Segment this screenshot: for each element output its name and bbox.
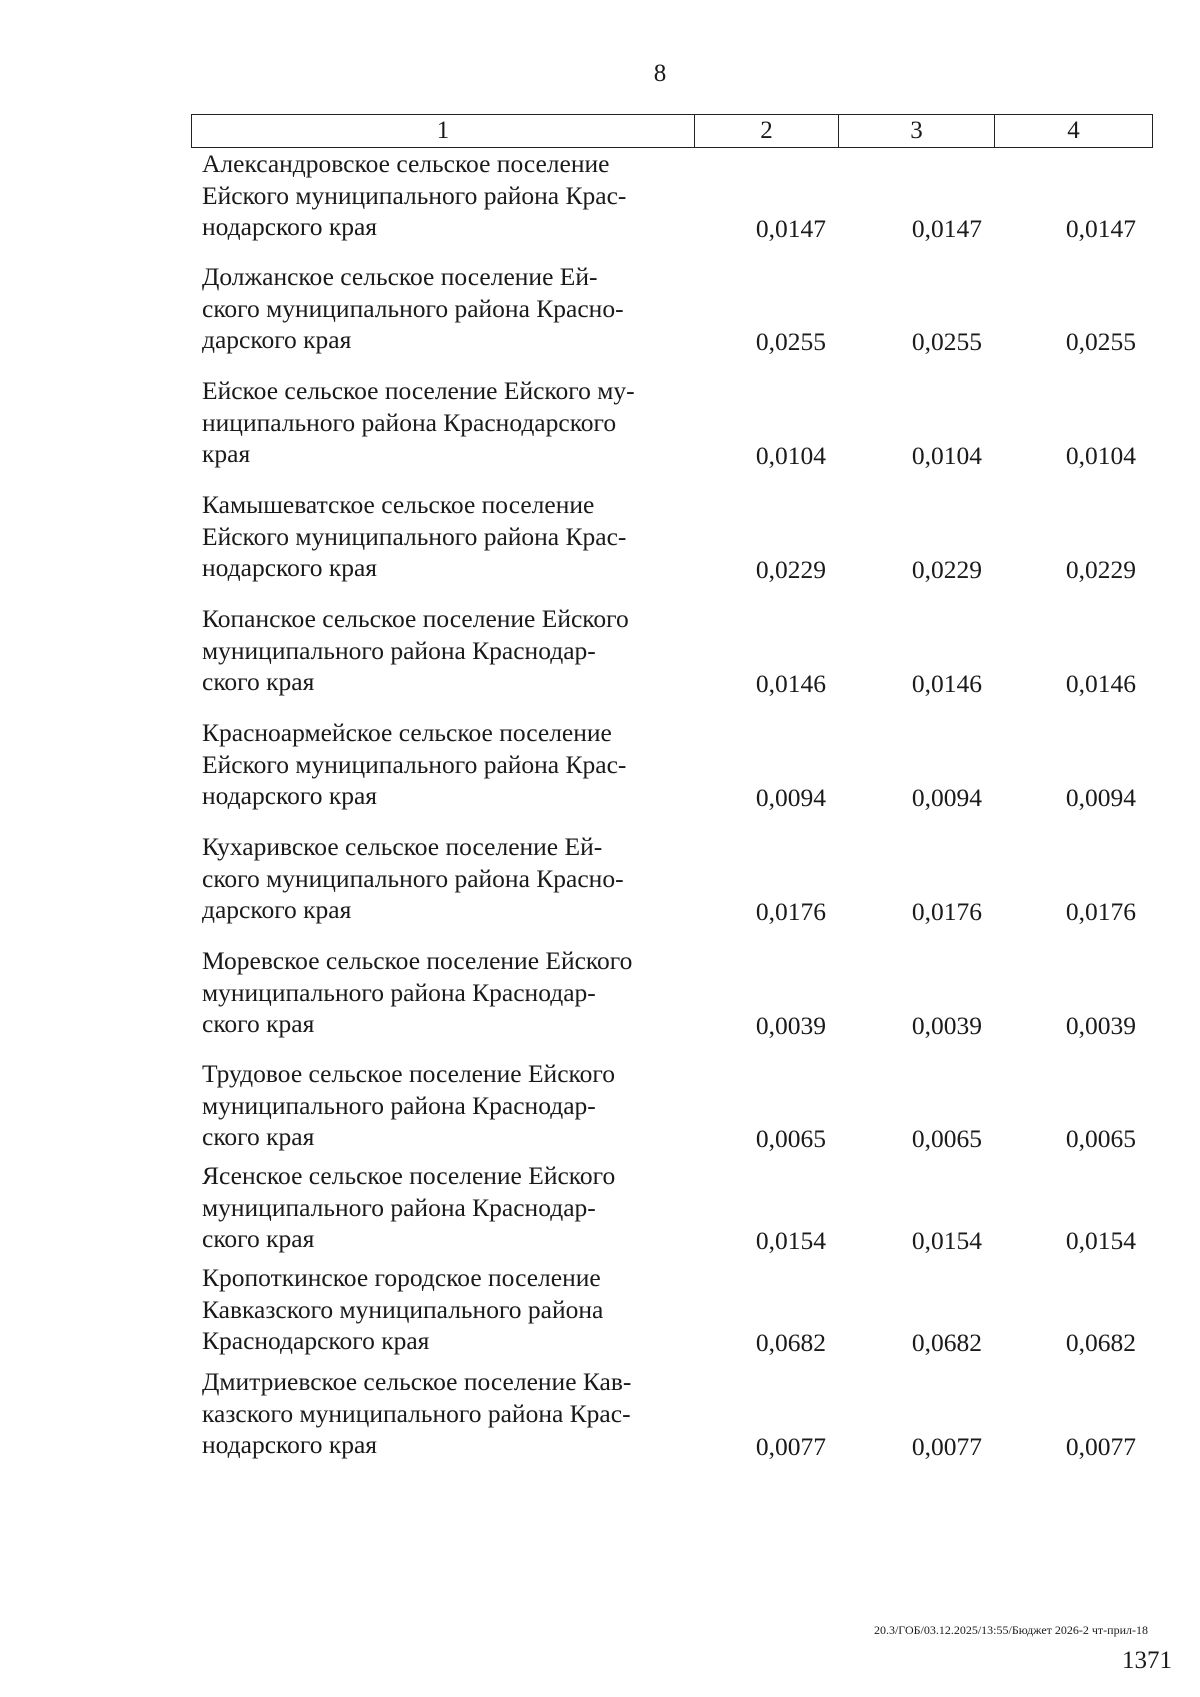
value-col-4: 0,0176 [1065, 897, 1136, 926]
value-col-3: 0,0255 [911, 327, 982, 356]
settlement-name [202, 831, 692, 926]
value-col-2: 0,0154 [755, 1226, 826, 1255]
settlement-name-line: муниципального района Краснодар- [202, 1090, 596, 1120]
settlement-name-line: Ясенское сельское поселение Ейского [202, 1161, 616, 1190]
value-col-4: 0,0146 [1065, 669, 1136, 698]
value-col-3: 0,0682 [911, 1328, 982, 1357]
value-col-3: 0,0147 [911, 214, 982, 243]
settlement-name-line: муниципального района Краснодар- [202, 635, 596, 665]
settlement-name-line: Дмитриевское сельское поселение Кав- [202, 1367, 632, 1396]
settlement-name-line: ского муниципального района Красно- [202, 863, 624, 893]
value-col-4: 0,0147 [1065, 214, 1136, 243]
value-col-3: 0,0065 [911, 1124, 982, 1153]
value-col-4: 0,0039 [1065, 1011, 1136, 1040]
value-col-2: 0,0229 [755, 555, 826, 584]
header-col-1: 1 [192, 115, 695, 148]
settlement-name-line: нодарского края [202, 1430, 378, 1459]
settlement-name-line: Кавказского муниципального района [202, 1294, 604, 1324]
settlement-name-line: нодарского края [202, 781, 378, 810]
value-col-3: 0,0039 [911, 1011, 982, 1040]
settlement-name-line: Моревское сельское поселение Ейского [202, 946, 633, 975]
settlement-name-line: ского края [202, 1009, 315, 1038]
settlement-name-line: Краснодарского края [202, 1326, 430, 1355]
value-col-3: 0,0229 [911, 555, 982, 584]
value-col-4: 0,0229 [1065, 555, 1136, 584]
value-col-3: 0,0077 [911, 1432, 982, 1461]
value-col-2: 0,0104 [755, 441, 826, 470]
settlement-name-line: Александровское сельское поселение [202, 149, 610, 178]
value-col-4: 0,0104 [1065, 441, 1136, 470]
settlement-name-line: нодарского края [202, 212, 378, 241]
value-col-4: 0,0154 [1065, 1226, 1136, 1255]
settlement-name [202, 1262, 692, 1357]
value-col-2: 0,0146 [755, 669, 826, 698]
settlement-name-line: Копанское сельское поселение Ейского [202, 604, 629, 633]
settlement-name [202, 375, 692, 470]
document-code: 20.3/ГОБ/03.12.2025/13:55/Бюджет 2026-2 чт-прил-18 [873, 1623, 1148, 1637]
settlement-name-line: казского муниципального района Крас- [202, 1398, 631, 1428]
settlement-name-line: муниципального района Краснодар- [202, 1192, 596, 1222]
settlement-name-line: Камышеватское сельское поселение [202, 490, 595, 519]
settlement-name-line: муниципального района Краснодар- [202, 977, 596, 1007]
settlement-name [202, 717, 692, 812]
value-col-2: 0,0176 [755, 897, 826, 926]
settlement-name-line: ского края [202, 1224, 315, 1253]
settlement-name [202, 261, 692, 356]
value-col-3: 0,0154 [911, 1226, 982, 1255]
value-col-4: 0,0077 [1065, 1432, 1136, 1461]
header-col-3: 3 [839, 115, 995, 148]
table-header [191, 114, 1153, 148]
settlement-name-line: Должанское сельское поселение Ей- [202, 262, 598, 291]
settlement-name-line: Кропоткинское городское поселение [202, 1263, 601, 1292]
header-col-2: 2 [695, 115, 839, 148]
settlement-name-line: Ейское сельское поселение Ейского му- [202, 376, 635, 405]
value-col-4: 0,0682 [1065, 1328, 1136, 1357]
settlement-name [202, 148, 692, 243]
header-col-4: 4 [995, 115, 1153, 148]
value-col-2: 0,0255 [755, 327, 826, 356]
settlement-name [202, 1160, 692, 1255]
settlement-name [202, 489, 692, 584]
page-number: 8 [653, 60, 667, 87]
settlement-name-line: Ейского муниципального района Крас- [202, 521, 627, 551]
value-col-2: 0,0147 [755, 214, 826, 243]
value-col-2: 0,0077 [755, 1432, 826, 1461]
settlement-name-line: Кухаривское сельское поселение Ей- [202, 832, 603, 861]
settlement-name [202, 945, 692, 1040]
settlement-name-line: ниципального района Краснодарского [202, 407, 617, 437]
document-page-number: 1371 [1122, 1647, 1172, 1674]
settlement-name-line: дарского края [202, 895, 352, 924]
value-col-2: 0,0065 [755, 1124, 826, 1153]
settlement-name-line: дарского края [202, 325, 352, 354]
value-col-3: 0,0146 [911, 669, 982, 698]
settlement-name [202, 603, 692, 698]
settlement-name-line: Красноармейское сельское поселение [202, 718, 612, 747]
settlement-name-line: нодарского края [202, 553, 378, 582]
value-col-4: 0,0255 [1065, 327, 1136, 356]
value-col-4: 0,0094 [1065, 783, 1136, 812]
settlement-name-line: ского края [202, 667, 315, 696]
value-col-3: 0,0094 [911, 783, 982, 812]
settlement-name-line: Ейского муниципального района Крас- [202, 749, 627, 779]
settlement-name-line: Ейского муниципального района Крас- [202, 180, 627, 210]
value-col-3: 0,0176 [911, 897, 982, 926]
settlement-name-line: ского муниципального района Красно- [202, 293, 624, 323]
value-col-3: 0,0104 [911, 441, 982, 470]
value-col-4: 0,0065 [1065, 1124, 1136, 1153]
value-col-2: 0,0039 [755, 1011, 826, 1040]
settlement-name-line: края [202, 439, 251, 468]
settlement-name [202, 1058, 692, 1153]
settlement-name-line: Трудовое сельское поселение Ейского [202, 1059, 615, 1088]
value-col-2: 0,0094 [755, 783, 826, 812]
settlement-name-line: ского края [202, 1122, 315, 1151]
value-col-2: 0,0682 [755, 1328, 826, 1357]
settlement-name [202, 1366, 692, 1461]
